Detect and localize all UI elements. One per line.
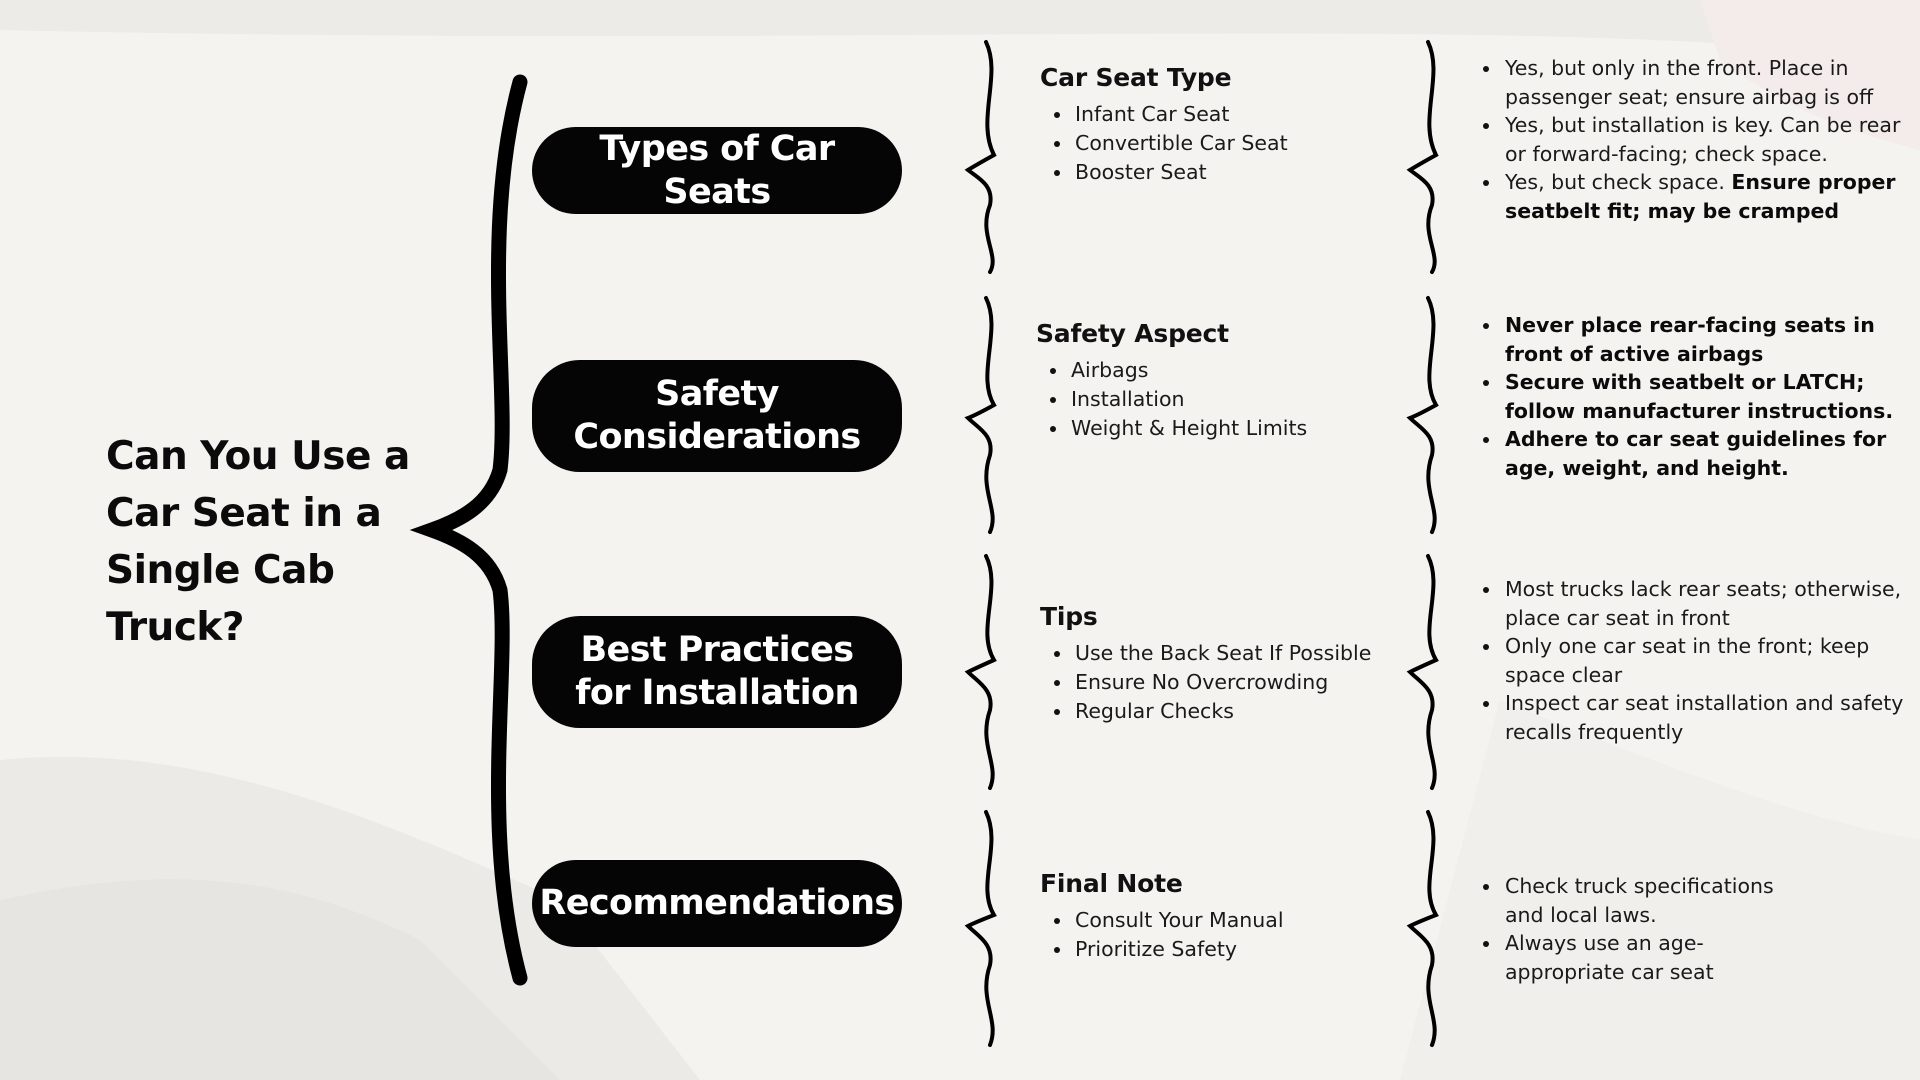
detail-item: Check truck specifications and local laws. <box>1468 872 1808 929</box>
detail-list <box>1468 311 1908 482</box>
bracket-1b <box>1410 42 1436 272</box>
detail-item: Only one car seat in the front; keep space clear <box>1468 632 1908 689</box>
middle-block-tips <box>1030 601 1390 726</box>
bracket-2b <box>1410 298 1436 532</box>
detail-item: Secure with seatbelt or LATCH; follow manufacturer instructions. <box>1468 368 1908 425</box>
detail-item: Never place rear-facing seats in front of active airbags <box>1468 311 1908 368</box>
middle-heading: Final Note <box>1040 869 1183 898</box>
list-item: Booster Seat <box>1030 158 1390 187</box>
detail-emphasis: Ensure proper seatbelt fit; may be cramped <box>1505 170 1896 223</box>
list-item: Weight & Height Limits <box>1026 414 1386 443</box>
list-item: Consult Your Manual <box>1030 906 1390 935</box>
bracket-3a <box>968 556 994 788</box>
list-item: Use the Back Seat If Possible <box>1030 639 1390 668</box>
middle-block-final-note <box>1030 868 1390 964</box>
list-item: Convertible Car Seat <box>1030 129 1390 158</box>
bracket-2a <box>968 298 994 532</box>
detail-item: Always use an age-appropriate car seat <box>1468 929 1808 986</box>
main-title: Can You Use a Car Seat in a Single Cab Truck? <box>106 434 410 650</box>
list-item: Regular Checks <box>1030 697 1390 726</box>
middle-heading: Tips <box>1040 602 1098 631</box>
list-item: Infant Car Seat <box>1030 100 1390 129</box>
pill-label: Safety Considerations <box>573 374 861 457</box>
middle-list <box>1030 906 1390 964</box>
right-block-tips-details <box>1468 575 1908 746</box>
detail-list <box>1468 54 1908 225</box>
bracket-4b <box>1410 812 1436 1045</box>
detail-list <box>1468 575 1908 746</box>
detail-text: Yes, but check space. <box>1505 170 1725 194</box>
pill-label: Recommendations <box>539 883 895 923</box>
pill-label: Types of Car Seats <box>599 128 835 212</box>
list-item: Prioritize Safety <box>1030 935 1390 964</box>
middle-list <box>1026 356 1386 443</box>
main-bracket <box>432 82 520 978</box>
right-block-car-seat-details <box>1468 54 1908 225</box>
list-item: Airbags <box>1026 356 1386 385</box>
pill-best-practices <box>532 616 902 728</box>
middle-block-car-seat-type <box>1030 62 1390 187</box>
pill-recommendations <box>532 860 902 947</box>
right-block-final-details <box>1468 872 1808 986</box>
bracket-4a <box>968 812 994 1045</box>
detail-item: Yes, but only in the front. Place in passenger seat; ensure airbag is off <box>1468 54 1908 111</box>
middle-heading: Safety Aspect <box>1036 319 1229 348</box>
detail-item <box>1468 168 1908 225</box>
list-item: Installation <box>1026 385 1386 414</box>
pill-label: Best Practices for Installation <box>575 630 859 713</box>
detail-item: Adhere to car seat guidelines for age, weight, and height. <box>1468 425 1908 482</box>
middle-list <box>1030 100 1390 187</box>
bracket-3b <box>1410 556 1436 788</box>
detail-item: Most trucks lack rear seats; otherwise, place car seat in front <box>1468 575 1908 632</box>
middle-heading: Car Seat Type <box>1040 63 1232 92</box>
list-item: Ensure No Overcrowding <box>1030 668 1390 697</box>
detail-list <box>1468 872 1808 986</box>
right-block-safety-details <box>1468 311 1908 482</box>
bracket-1a <box>968 42 994 272</box>
pill-safety-considerations <box>532 360 902 472</box>
middle-list <box>1030 639 1390 726</box>
middle-block-safety-aspect <box>1026 318 1386 443</box>
pill-types-of-car-seats <box>532 127 902 214</box>
detail-item: Yes, but installation is key. Can be rear or forward-facing; check space. <box>1468 111 1908 168</box>
detail-item: Inspect car seat installation and safety recalls frequently <box>1468 689 1908 746</box>
